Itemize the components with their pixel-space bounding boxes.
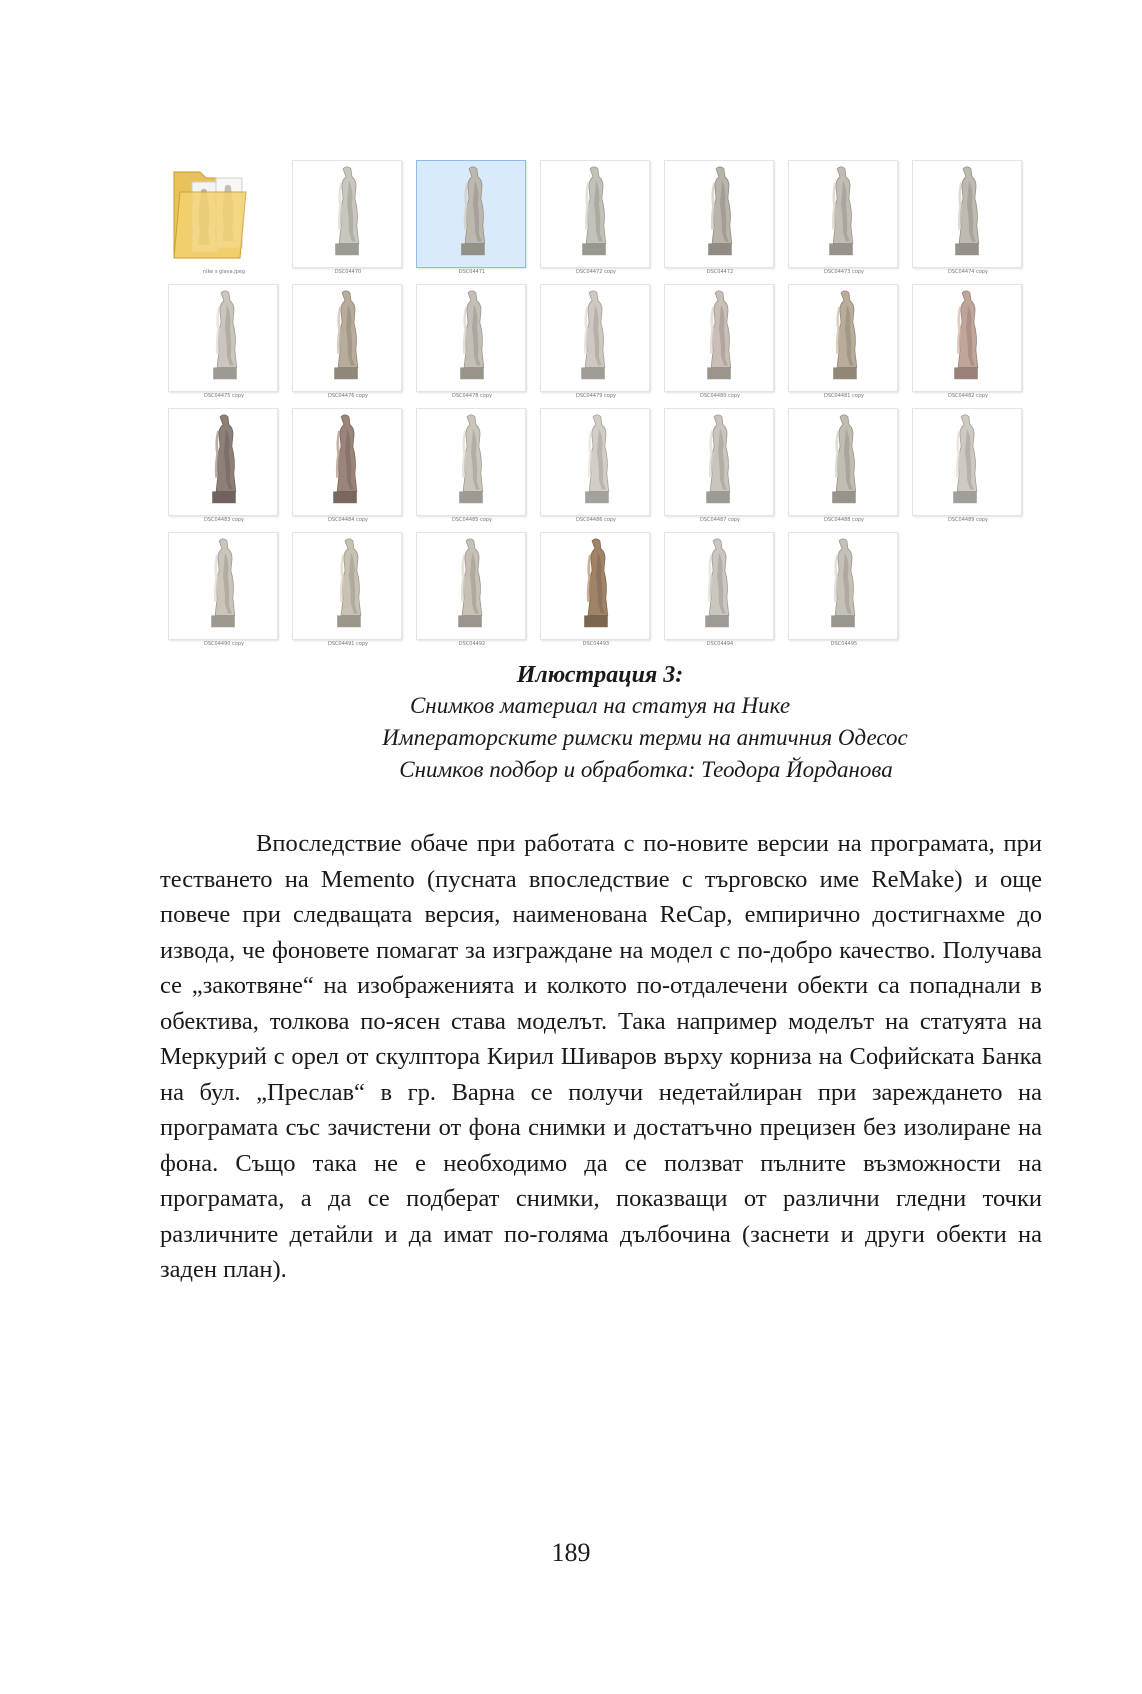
thumbnail-label: DSC04475 copy <box>204 393 244 399</box>
thumbnail-label: DSC04494 <box>706 641 734 647</box>
photo-thumbnail[interactable] <box>162 406 286 528</box>
photo-thumbnail[interactable] <box>410 530 534 652</box>
caption-line-3: Снимков подбор и обработка: Теодора Йорданова <box>399 757 893 782</box>
thumbnail-grid <box>162 158 1032 656</box>
thumbnail-label: DSC04489 copy <box>948 517 988 523</box>
statue-image <box>664 532 774 640</box>
thumbnail-label: DSC04474 copy <box>948 269 988 275</box>
thumbnail-label: DSC04493 <box>582 641 610 647</box>
photo-thumbnail[interactable] <box>534 282 658 404</box>
folder-icon <box>170 162 276 266</box>
statue-image <box>540 532 650 640</box>
statue-image <box>292 532 402 640</box>
caption-line-1: Снимков материал на статуя на Нике <box>409 693 791 718</box>
thumbnail-label: DSC04490 copy <box>204 641 244 647</box>
statue-image <box>416 284 526 392</box>
thumbnail-label: DSC04472 copy <box>576 269 616 275</box>
photo-thumbnail[interactable] <box>286 158 410 280</box>
statue-image <box>664 408 774 516</box>
statue-image <box>788 160 898 268</box>
photo-thumbnail[interactable] <box>782 158 906 280</box>
statue-image <box>168 284 278 392</box>
folder-thumbnail[interactable] <box>162 158 286 280</box>
thumbnail-label: DSC04482 copy <box>948 393 988 399</box>
thumbnail-label: DSC04492 <box>458 641 486 647</box>
photo-thumbnail[interactable] <box>410 158 534 280</box>
photo-thumbnail[interactable] <box>534 406 658 528</box>
statue-image <box>788 408 898 516</box>
body-paragraph: Впоследствие обаче при работата с по-новите версии на програмата, при тестването на Memento (пусната впоследствие с търговско име ReMake) и още повече при следващата версия, наименована ReCap, емпирично достигнахме до извода, че фоновете помагат за изграждане на модел с по-добро качество. Получава се „закотвяне“ на изображенията и колкото по-отдалечени обекти са попаднали в обектива, толкова по-ясен става моделът. Така например моделът на статуята на Меркурий с орел от скулптора Кирил Шиваров върху корниза на Софийската Банка на бул. „Преслав“ в гр. Варна се получи недетайлиран при зареждането на програмата със зачистени от фона снимки и достатъчно прецизен без изолиране на фона. Също така не е необходимо да се ползват пълните възможности на програмата, а да се подберат снимки, показващи от различни гледни точки различните детайли и да имат по-голяма дълбочина (заснети и други обекти на заден план). <box>160 830 1042 1283</box>
thumbnail-label: DSC04481 copy <box>824 393 864 399</box>
statue-image <box>540 408 650 516</box>
statue-image <box>416 160 526 268</box>
caption-title: Илюстрация 3: <box>516 662 684 688</box>
photo-thumbnail[interactable] <box>658 158 782 280</box>
photo-thumbnail[interactable] <box>906 282 1030 404</box>
statue-image <box>912 408 1022 516</box>
photo-thumbnail[interactable] <box>534 530 658 652</box>
statue-image <box>540 160 650 268</box>
photo-thumbnail[interactable] <box>782 282 906 404</box>
statue-image <box>292 408 402 516</box>
thumbnail-label: DSC04491 copy <box>328 641 368 647</box>
thumbnail-label: DSC04471 <box>458 269 486 275</box>
statue-image <box>912 160 1022 268</box>
statue-image <box>788 532 898 640</box>
thumbnail-label: DSC04484 copy <box>328 517 368 523</box>
page-number: 189 <box>551 1538 591 1567</box>
thumbnail-label: DSC04480 copy <box>700 393 740 399</box>
thumbnail-label: DSC04483 copy <box>204 517 244 523</box>
photo-thumbnail[interactable] <box>534 158 658 280</box>
thumbnail-label: DSC04479 copy <box>576 393 616 399</box>
photo-thumbnail[interactable] <box>410 406 534 528</box>
photo-thumbnail[interactable] <box>162 282 286 404</box>
photo-thumbnail[interactable] <box>782 530 906 652</box>
photo-thumbnail[interactable] <box>782 406 906 528</box>
thumbnail-label: DSC04485 copy <box>452 517 492 523</box>
photo-thumbnail[interactable] <box>286 530 410 652</box>
statue-image <box>292 160 402 268</box>
photo-thumbnail[interactable] <box>658 530 782 652</box>
statue-image <box>664 284 774 392</box>
statue-image <box>416 408 526 516</box>
thumbnail-label: nike s glava.jpeg <box>202 269 246 275</box>
statue-image <box>912 284 1022 392</box>
thumbnail-label: DSC04486 copy <box>576 517 616 523</box>
photo-thumbnail[interactable] <box>162 530 286 652</box>
caption-line-2: Императорските римски терми на античния Одесос <box>382 725 908 750</box>
photo-thumbnail[interactable] <box>658 406 782 528</box>
thumbnail-label: DSC04473 copy <box>824 269 864 275</box>
photo-thumbnail[interactable] <box>286 282 410 404</box>
figure-caption <box>160 660 1040 786</box>
thumbnail-label: DSC04472 <box>706 269 734 275</box>
photo-thumbnail[interactable] <box>906 406 1030 528</box>
photo-thumbnail[interactable] <box>286 406 410 528</box>
photo-thumbnail[interactable] <box>906 158 1030 280</box>
statue-image <box>540 284 650 392</box>
statue-image <box>416 532 526 640</box>
statue-image <box>168 408 278 516</box>
statue-image <box>292 284 402 392</box>
thumbnail-label: DSC04495 <box>830 641 858 647</box>
photo-thumbnail[interactable] <box>410 282 534 404</box>
photo-thumbnail[interactable] <box>658 282 782 404</box>
thumbnail-label: DSC04470 <box>334 269 362 275</box>
thumbnail-label: DSC04478 copy <box>452 393 492 399</box>
thumbnail-label: DSC04488 copy <box>824 517 864 523</box>
statue-image <box>664 160 774 268</box>
thumbnail-label: DSC04487 copy <box>700 517 740 523</box>
thumbnail-label: DSC04476 copy <box>328 393 368 399</box>
statue-image <box>168 532 278 640</box>
statue-image <box>788 284 898 392</box>
